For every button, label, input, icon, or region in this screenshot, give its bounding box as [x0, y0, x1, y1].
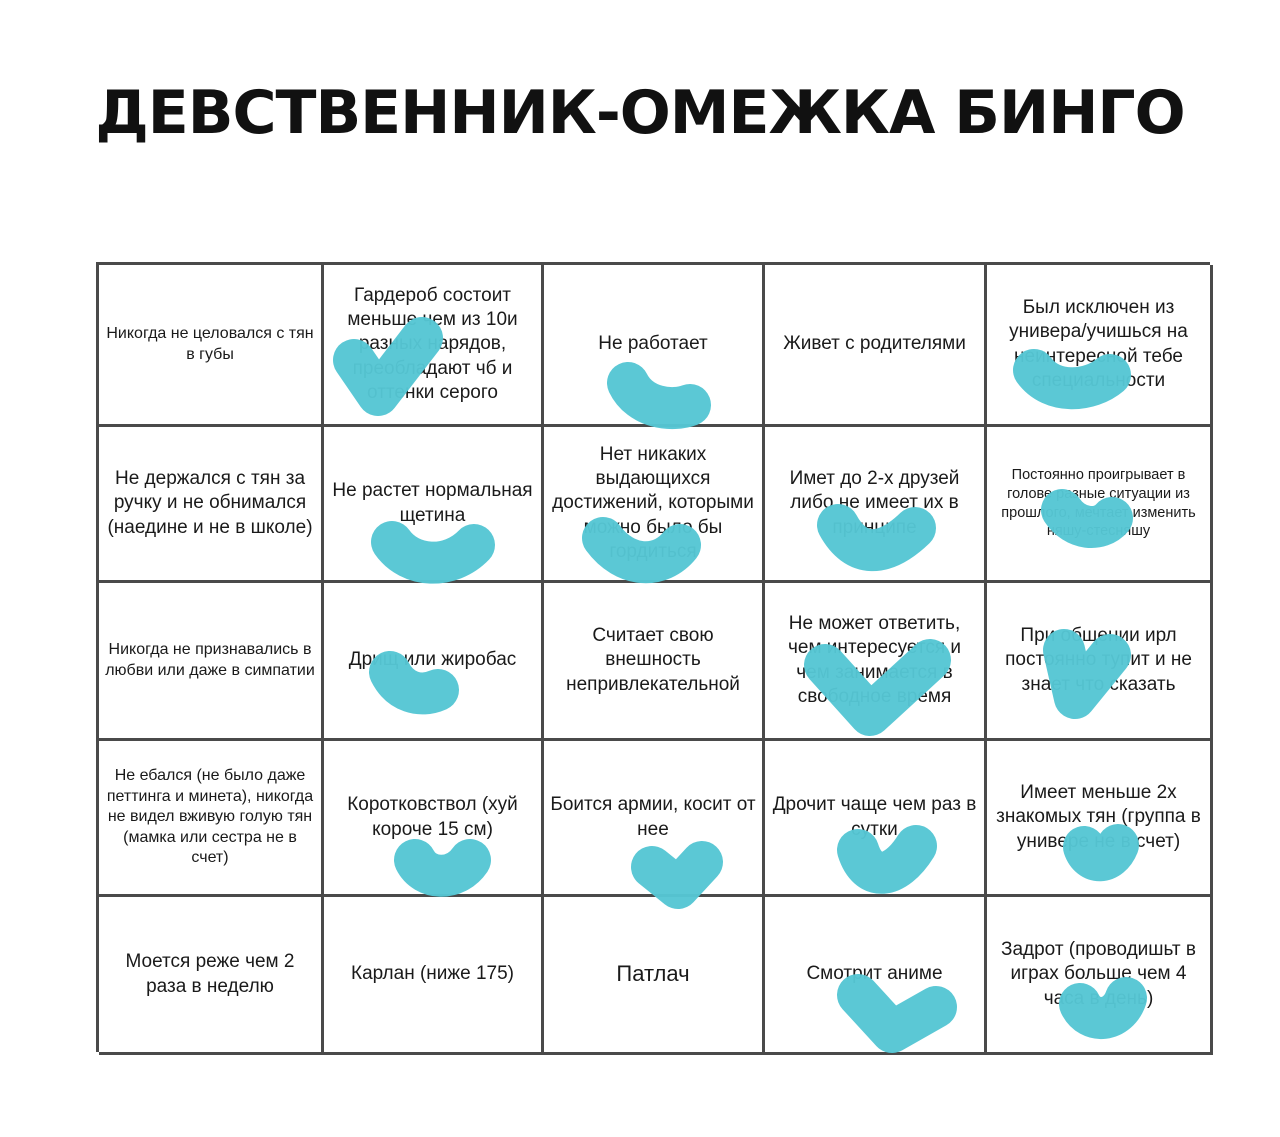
bingo-cell-text: Не растет нормальная щетина	[332, 480, 533, 526]
bingo-cell-text: Моется реже чем 2 раза в неделю	[125, 951, 295, 997]
bingo-cell-text: Считает свою внешность непривлекательной	[566, 625, 740, 695]
bingo-cell-text: Задрот (проводишьт в играх больше чем 4 часа в день)	[1000, 939, 1197, 1009]
bingo-cell-text: Патлач	[616, 961, 690, 987]
bingo-cell-2-2[interactable]	[324, 427, 544, 583]
bingo-cell-text: Имеет меньше 2х знакомых тян (группа в универе не в счет)	[996, 782, 1201, 852]
page-title: ДЕВСТВЕННИК-ОМЕЖКА БИНГО	[95, 78, 1185, 148]
bingo-cell-text: Дрочит чаще чем раз в сутки	[772, 794, 977, 840]
bingo-cell-2-1[interactable]	[99, 427, 324, 583]
bingo-cell-text: Живет с родителями	[783, 333, 966, 355]
bingo-cell-4-2[interactable]	[324, 741, 544, 897]
bingo-cell-2-5[interactable]	[987, 427, 1213, 583]
bingo-cell-text: Не ебался (не было даже петтинга и минета), никогда не видел вживую голую тян (мамка или сестра не в счет)	[106, 767, 314, 867]
bingo-cell-text: Коротковствол (хуй короче 15 см)	[347, 794, 518, 840]
bingo-cell-5-1[interactable]	[99, 897, 324, 1055]
bingo-cell-text: Смотрит аниме	[806, 963, 943, 985]
bingo-cell-text: Не работает	[598, 333, 708, 355]
bingo-cell-4-3[interactable]	[544, 741, 765, 897]
bingo-cell-4-4[interactable]	[765, 741, 987, 897]
bingo-cell-4-1[interactable]	[99, 741, 324, 897]
bingo-cell-1-1[interactable]	[99, 265, 324, 427]
bingo-cell-3-4[interactable]	[765, 583, 987, 741]
bingo-cell-text: Боится армии, косит от нее	[550, 794, 756, 840]
bingo-cell-text: Не держался с тян за ручку и не обнимался (наедине и не в школе)	[107, 468, 313, 538]
bingo-cell-text: Никогда не целовался с тян в губы	[106, 325, 314, 363]
bingo-cell-1-4[interactable]	[765, 265, 987, 427]
bingo-cell-4-5[interactable]	[987, 741, 1213, 897]
bingo-cell-1-2[interactable]	[324, 265, 544, 427]
bingo-cell-text: Имет до 2-х друзей либо не имеет их в принципе	[789, 468, 960, 538]
bingo-cell-text: Нет никаких выдающихся достижений, которыми можно было бы гордиться	[552, 443, 754, 562]
bingo-cell-2-3[interactable]	[544, 427, 765, 583]
bingo-cell-text: Никогда не признавались в любви или даже в симпатии	[105, 641, 315, 679]
bingo-cell-2-4[interactable]	[765, 427, 987, 583]
bingo-cell-3-5[interactable]	[987, 583, 1213, 741]
bingo-cell-text: Дрищ или жиробас	[348, 649, 517, 671]
bingo-cell-3-2[interactable]	[324, 583, 544, 741]
bingo-cell-text: При общении ирл постоянно тупит и не знает что сказать	[1005, 625, 1192, 695]
bingo-cell-1-5[interactable]	[987, 265, 1213, 427]
bingo-board	[96, 262, 1210, 1052]
bingo-cell-text: Гардероб состоит меньше чем из 10и разных нарядов, преобладают чб и оттенки серого	[347, 284, 518, 403]
bingo-cell-5-3[interactable]	[544, 897, 765, 1055]
bingo-cell-5-2[interactable]	[324, 897, 544, 1055]
bingo-cell-3-1[interactable]	[99, 583, 324, 741]
bingo-cell-text: Карлан (ниже 175)	[351, 963, 514, 985]
bingo-cell-text: Был исключен из универа/учишься на неинтересной тебе специальности	[1009, 296, 1188, 391]
bingo-cell-1-3[interactable]	[544, 265, 765, 427]
bingo-cell-5-5[interactable]	[987, 897, 1213, 1055]
bingo-cell-3-3[interactable]	[544, 583, 765, 741]
bingo-cell-text: Постоянно проигрывает в голове разные ситуации из прошлого, мечтает изменить няшу-стесняшу	[1001, 467, 1196, 540]
bingo-cell-5-4[interactable]	[765, 897, 987, 1055]
bingo-cell-text: Не может ответить, чем интересуется и чем занимается в свободное время	[788, 612, 961, 707]
